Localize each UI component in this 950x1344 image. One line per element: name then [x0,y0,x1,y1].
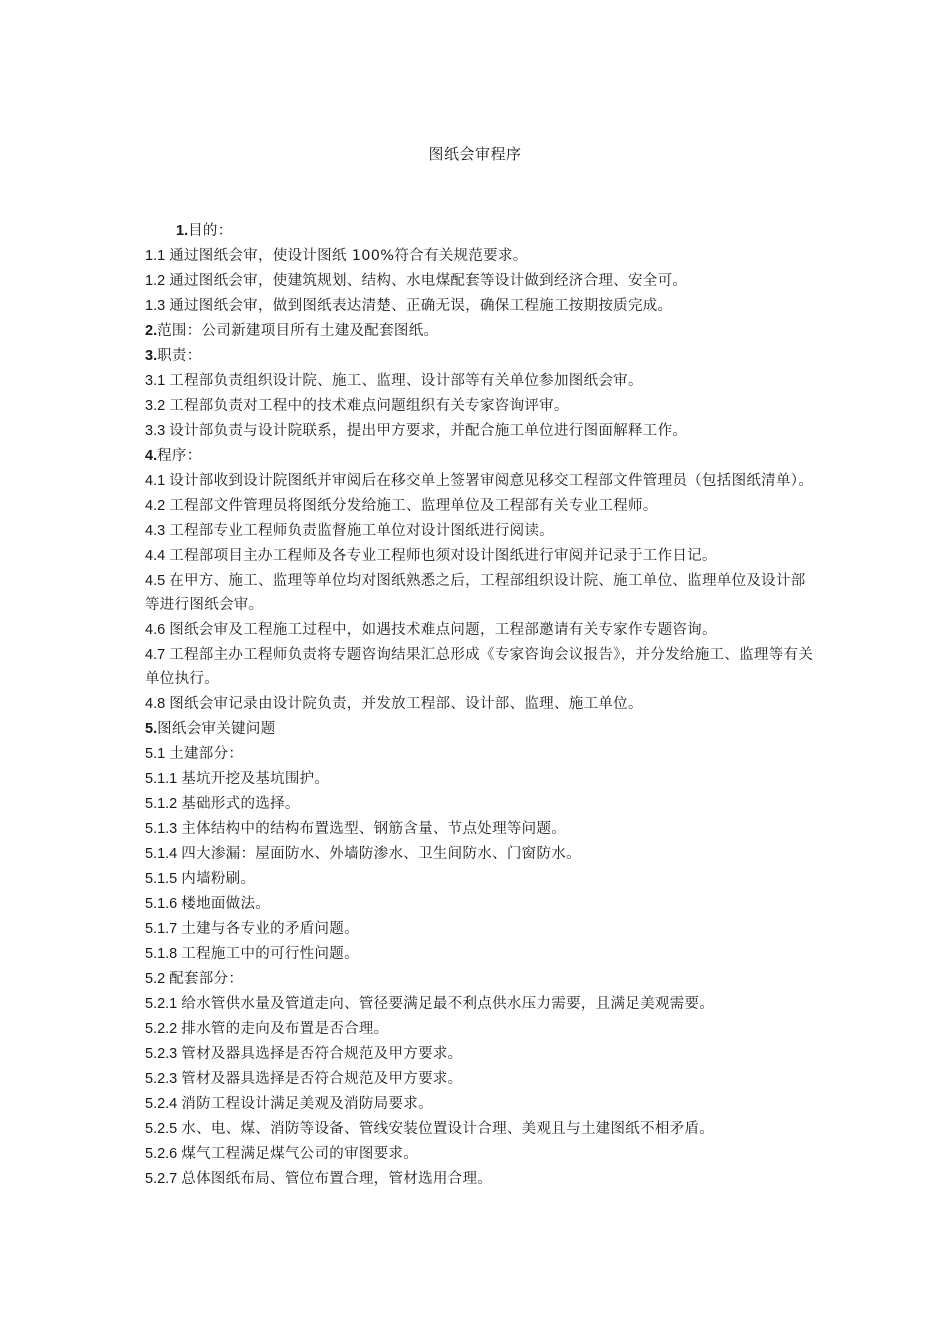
line-number: 1.3 [145,298,170,314]
line-number: 5.2.4 [145,1095,182,1112]
line-number: 5.1.8 [145,945,182,962]
document-line [145,817,815,842]
line-number: 4.6 [145,621,170,638]
line-text: 内墙粉刷。 [181,870,256,887]
document-line [145,892,815,917]
document-line [145,494,815,519]
document-line [145,643,815,692]
document-line [145,992,815,1017]
line-number: 5. [145,720,158,737]
line-text: 职责： [157,348,202,364]
document-line [145,394,815,419]
document-line [145,269,815,294]
document-line [145,842,815,867]
line-number: 1.1 [145,248,170,264]
line-text: 基础形式的选择。 [181,795,300,812]
line-text: 工程部负责对工程中的技术难点问题组织有关专家咨询评审。 [169,398,569,414]
document-line [145,1092,815,1117]
line-number: 2. [145,323,158,339]
line-text: 总体图纸布局、管位布置合理，管材选用合理。 [181,1170,493,1187]
line-number: 4.4 [145,547,170,564]
document-line [145,419,815,444]
line-text: 设计部负责与设计院联系，提出甲方要求，并配合施工单位进行图面解释工作。 [169,423,688,439]
line-text: 图纸会审及工程施工过程中，如遇技术难点问题，工程部邀请有关专家作专题咨询。 [169,621,717,638]
document-line [145,469,815,494]
line-number: 5.2.1 [145,995,182,1012]
document-line [145,1167,815,1192]
document-line [145,444,815,469]
line-number: 5.1.2 [145,795,182,812]
line-text: 基坑开挖及基坑围护。 [181,770,330,787]
line-text: 范围：公司新建项目所有土建及配套图纸。 [157,323,439,339]
line-number: 1.2 [145,273,170,289]
line-number: 4.5 [145,572,170,589]
line-number: 5.1.7 [145,920,182,937]
line-text: 通过图纸会审，做到图纸表达清楚、正确无误，确保工程施工按期按质完成。 [169,298,673,314]
line-number: 5.2.3 [145,1045,182,1062]
line-number: 4.7 [145,646,170,663]
line-text: 图纸会审记录由设计院负责，并发放工程部、设计部、监理、施工单位。 [169,695,643,712]
document-line [145,1042,815,1067]
line-text: 主体结构中的结构布置选型、钢筋含量、节点处理等问题。 [181,820,567,837]
document-line [145,1067,815,1092]
document-line [145,544,815,569]
line-text: 工程部项目主办工程师及各专业工程师也须对设计图纸进行审阅并记录于工作日记。 [169,547,717,564]
line-text: 煤气工程满足煤气公司的审图要求。 [181,1145,419,1162]
line-text: 工程部文件管理员将图纸分发给施工、监理单位及工程部有关专业工程师。 [169,497,658,514]
line-text: 给水管供水量及管道走向、管径要满足最不利点供水压力需要，且满足美观需要。 [181,995,715,1012]
line-text: 通过图纸会审，使建筑规划、结构、水电煤配套等设计做到经济合理、安全可。 [169,273,688,289]
document-line [145,717,815,742]
line-text: 消防工程设计满足美观及消防局要求。 [181,1095,433,1112]
line-number: 3.3 [145,423,170,439]
document-line [145,294,815,319]
line-text: 排水管的走向及布置是否合理。 [181,1020,389,1037]
line-number: 5.1.5 [145,870,182,887]
document-line [145,369,815,394]
line-number: 3. [145,348,158,364]
line-text: 工程施工中的可行性问题。 [181,945,359,962]
line-number: 5.2.5 [145,1120,182,1137]
line-number: 5.1.3 [145,820,182,837]
document-body [145,219,815,1192]
line-text: 工程部负责组织设计院、施工、监理、设计部等有关单位参加图纸会审。 [169,373,643,389]
line-number: 5.2.7 [145,1170,182,1187]
document-line [145,519,815,544]
line-number: 5.2.6 [145,1145,182,1162]
line-text: 水、电、煤、消防等设备、管线安装位置设计合理、美观且与土建图纸不相矛盾。 [181,1120,715,1137]
document-line [145,319,815,344]
line-text: 楼地面做法。 [181,895,271,912]
line-number: 5.2 [145,970,170,987]
line-number: 5.1.6 [145,895,182,912]
document-line [145,1117,815,1142]
document-line [145,917,815,942]
line-text: 土建部分： [169,745,244,762]
line-text: 图纸会审关键问题 [157,720,276,737]
document-line [145,569,815,618]
document-line [145,618,815,643]
document-line [145,219,815,244]
line-text: 程序： [157,448,202,464]
line-text: 四大渗漏：屋面防水、外墙防渗水、卫生间防水、门窗防水。 [181,845,581,862]
line-text: 工程部专业工程师负责监督施工单位对设计图纸进行阅读。 [169,522,554,539]
line-number: 5.1 [145,745,170,762]
document-title: 图纸会审程序 [428,145,522,163]
document-line [145,942,815,967]
line-text: 目的： [188,223,233,239]
line-number: 5.2.2 [145,1020,182,1037]
document-line [145,967,815,992]
document-line [145,1142,815,1167]
line-number: 4.1 [145,473,170,489]
line-number: 3.2 [145,398,170,414]
document-line [145,692,815,717]
line-number: 4.8 [145,695,170,712]
line-text: 配套部分： [169,970,244,987]
line-text: 管材及器具选择是否符合规范及甲方要求。 [181,1070,463,1087]
line-number: 3.1 [145,373,170,389]
line-text: 在甲方、施工、监理等单位均对图纸熟悉之后，工程部组织设计院、施工单位、监理单位及设计部等进行图纸会审。 [145,572,806,613]
line-text: 通过图纸会审，使设计图纸 100%符合有关规范要求。 [169,248,528,264]
line-text: 管材及器具选择是否符合规范及甲方要求。 [181,1045,463,1062]
document-line [145,1017,815,1042]
line-number: 5.1.1 [145,770,182,787]
line-number: 5.2.3 [145,1070,182,1087]
document-line [145,344,815,369]
line-number: 1. [176,223,189,239]
document-line [145,244,815,269]
document-line [145,742,815,767]
line-text: 土建与各专业的矛盾问题。 [181,920,359,937]
document-line [145,792,815,817]
line-number: 4.2 [145,497,170,514]
document-line [145,767,815,792]
line-number: 4.3 [145,522,170,539]
document-line [145,867,815,892]
line-text: 设计部收到设计院图纸并审阅后在移交单上签署审阅意见移交工程部文件管理员（包括图纸清单）。 [169,473,814,489]
line-number: 4. [145,448,158,464]
line-text: 工程部主办工程师负责将专题咨询结果汇总形成《专家咨询会议报告》，并分发给施工、监理等有关单位执行。 [145,646,814,687]
line-number: 5.1.4 [145,845,182,862]
